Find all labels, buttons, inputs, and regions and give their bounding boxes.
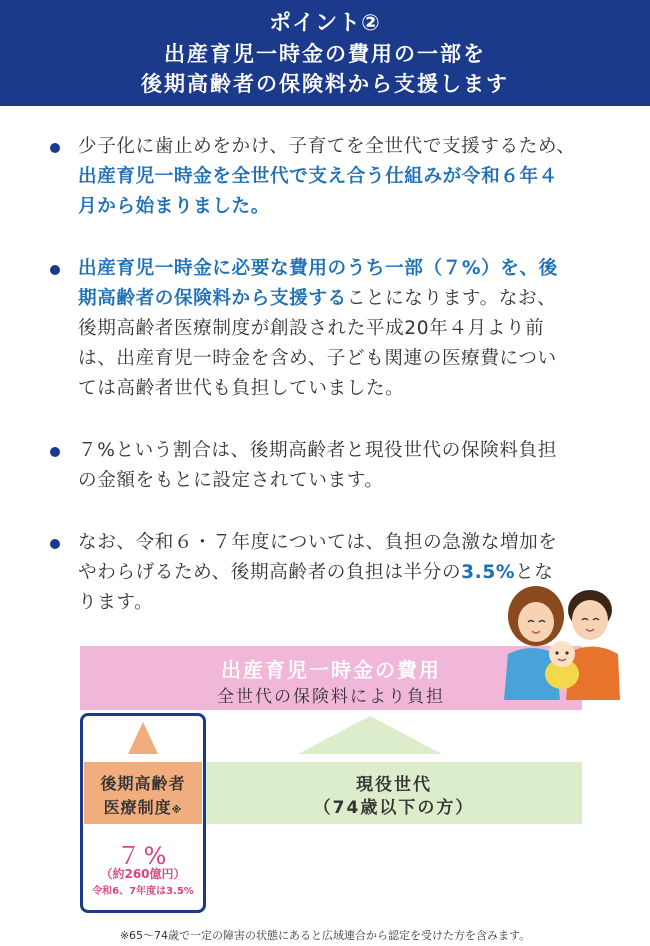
- highlight-text: 3.5%: [461, 562, 516, 583]
- body-text: は、出産育児一時金を含め、子ども関連の医療費につい: [78, 348, 557, 369]
- bullet-line: [78, 162, 624, 192]
- elderly-system-label-2: [84, 795, 202, 818]
- working-generation-age: （74歳以下の方）: [313, 798, 475, 818]
- highlight-text: 期高齢者の保険料から支援する: [78, 288, 347, 309]
- bullet-item: [44, 132, 624, 222]
- highlight-text: 月から始まりました。: [78, 196, 270, 217]
- bullet-list: [44, 132, 624, 650]
- body-text: ては高齢者世代も負担していました。: [78, 378, 405, 399]
- header-banner: [0, 0, 650, 106]
- bullet-line: [78, 528, 624, 558]
- bullet-dot-icon: [50, 265, 60, 275]
- bullet-line: [78, 132, 624, 162]
- body-text: ７%という割合は、後期高齢者と現役世代の保険料負担: [78, 440, 557, 461]
- elderly-arrow: [128, 722, 158, 754]
- bullet-line: [78, 192, 624, 222]
- bullet-item: [44, 436, 624, 496]
- bullet-dot-icon: [50, 143, 60, 153]
- all-generations-title: 出産育児一時金の費用: [221, 658, 441, 682]
- header-title-line2: 後期高齢者の保険料から支援します: [141, 72, 509, 96]
- all-generations-subtitle: 全世代の保険料により負担: [217, 687, 445, 707]
- body-text: とな: [515, 562, 554, 583]
- body-text: の金額をもとに設定されています。: [78, 470, 384, 491]
- working-generation-label: 現役世代: [356, 775, 432, 795]
- elderly-share-amount: （約260億円）: [100, 867, 186, 881]
- bullet-line: [78, 466, 624, 496]
- bullet-line: [78, 284, 624, 314]
- body-text: 後期高齢者医療制度が創設された平成20年４月より前: [78, 318, 545, 339]
- asterisk-mark: ※: [171, 805, 183, 816]
- elderly-system-label: 後期高齢者: [100, 774, 186, 793]
- highlight-text: 出産育児一時金に必要な費用のうち一部（７%）を、後: [78, 258, 558, 279]
- elderly-share-note: 令和6、7年度は3.5%: [92, 886, 194, 897]
- body-text: 少子化に歯止めをかけ、子育てを全世代で支援するため、: [78, 136, 576, 157]
- working-generation-arrow: [298, 716, 442, 754]
- bullet-line: [78, 374, 624, 404]
- bullet-line: [78, 314, 624, 344]
- bullet-dot-icon: [50, 539, 60, 549]
- elderly-system-text: 医療制度: [103, 798, 172, 817]
- highlight-text: 出産育児一時金を全世代で支え合う仕組みが令和６年４: [78, 166, 558, 187]
- bullet-item: [44, 254, 624, 404]
- body-text: やわらげるため、後期高齢者の負担は半分の: [78, 562, 462, 583]
- bullet-line: [78, 436, 624, 466]
- elderly-share-percent: ７%: [116, 842, 170, 870]
- header-point-label: ポイント②: [269, 11, 381, 36]
- bullet-line: [78, 344, 624, 374]
- body-text: ります。: [78, 592, 154, 613]
- body-text: ことになります。なお、: [346, 288, 557, 309]
- footnote: ※65〜74歳で一定の障害の状態にあると広域連合から認定を受けた方を含みます。: [119, 929, 531, 942]
- header-title-line1: 出産育児一時金の費用の一部を: [164, 42, 486, 66]
- body-text: なお、令和６・７年度については、負担の急激な増加を: [78, 532, 558, 553]
- family-with-baby-icon: [502, 582, 622, 700]
- bullet-line: [78, 254, 624, 284]
- bullet-dot-icon: [50, 447, 60, 457]
